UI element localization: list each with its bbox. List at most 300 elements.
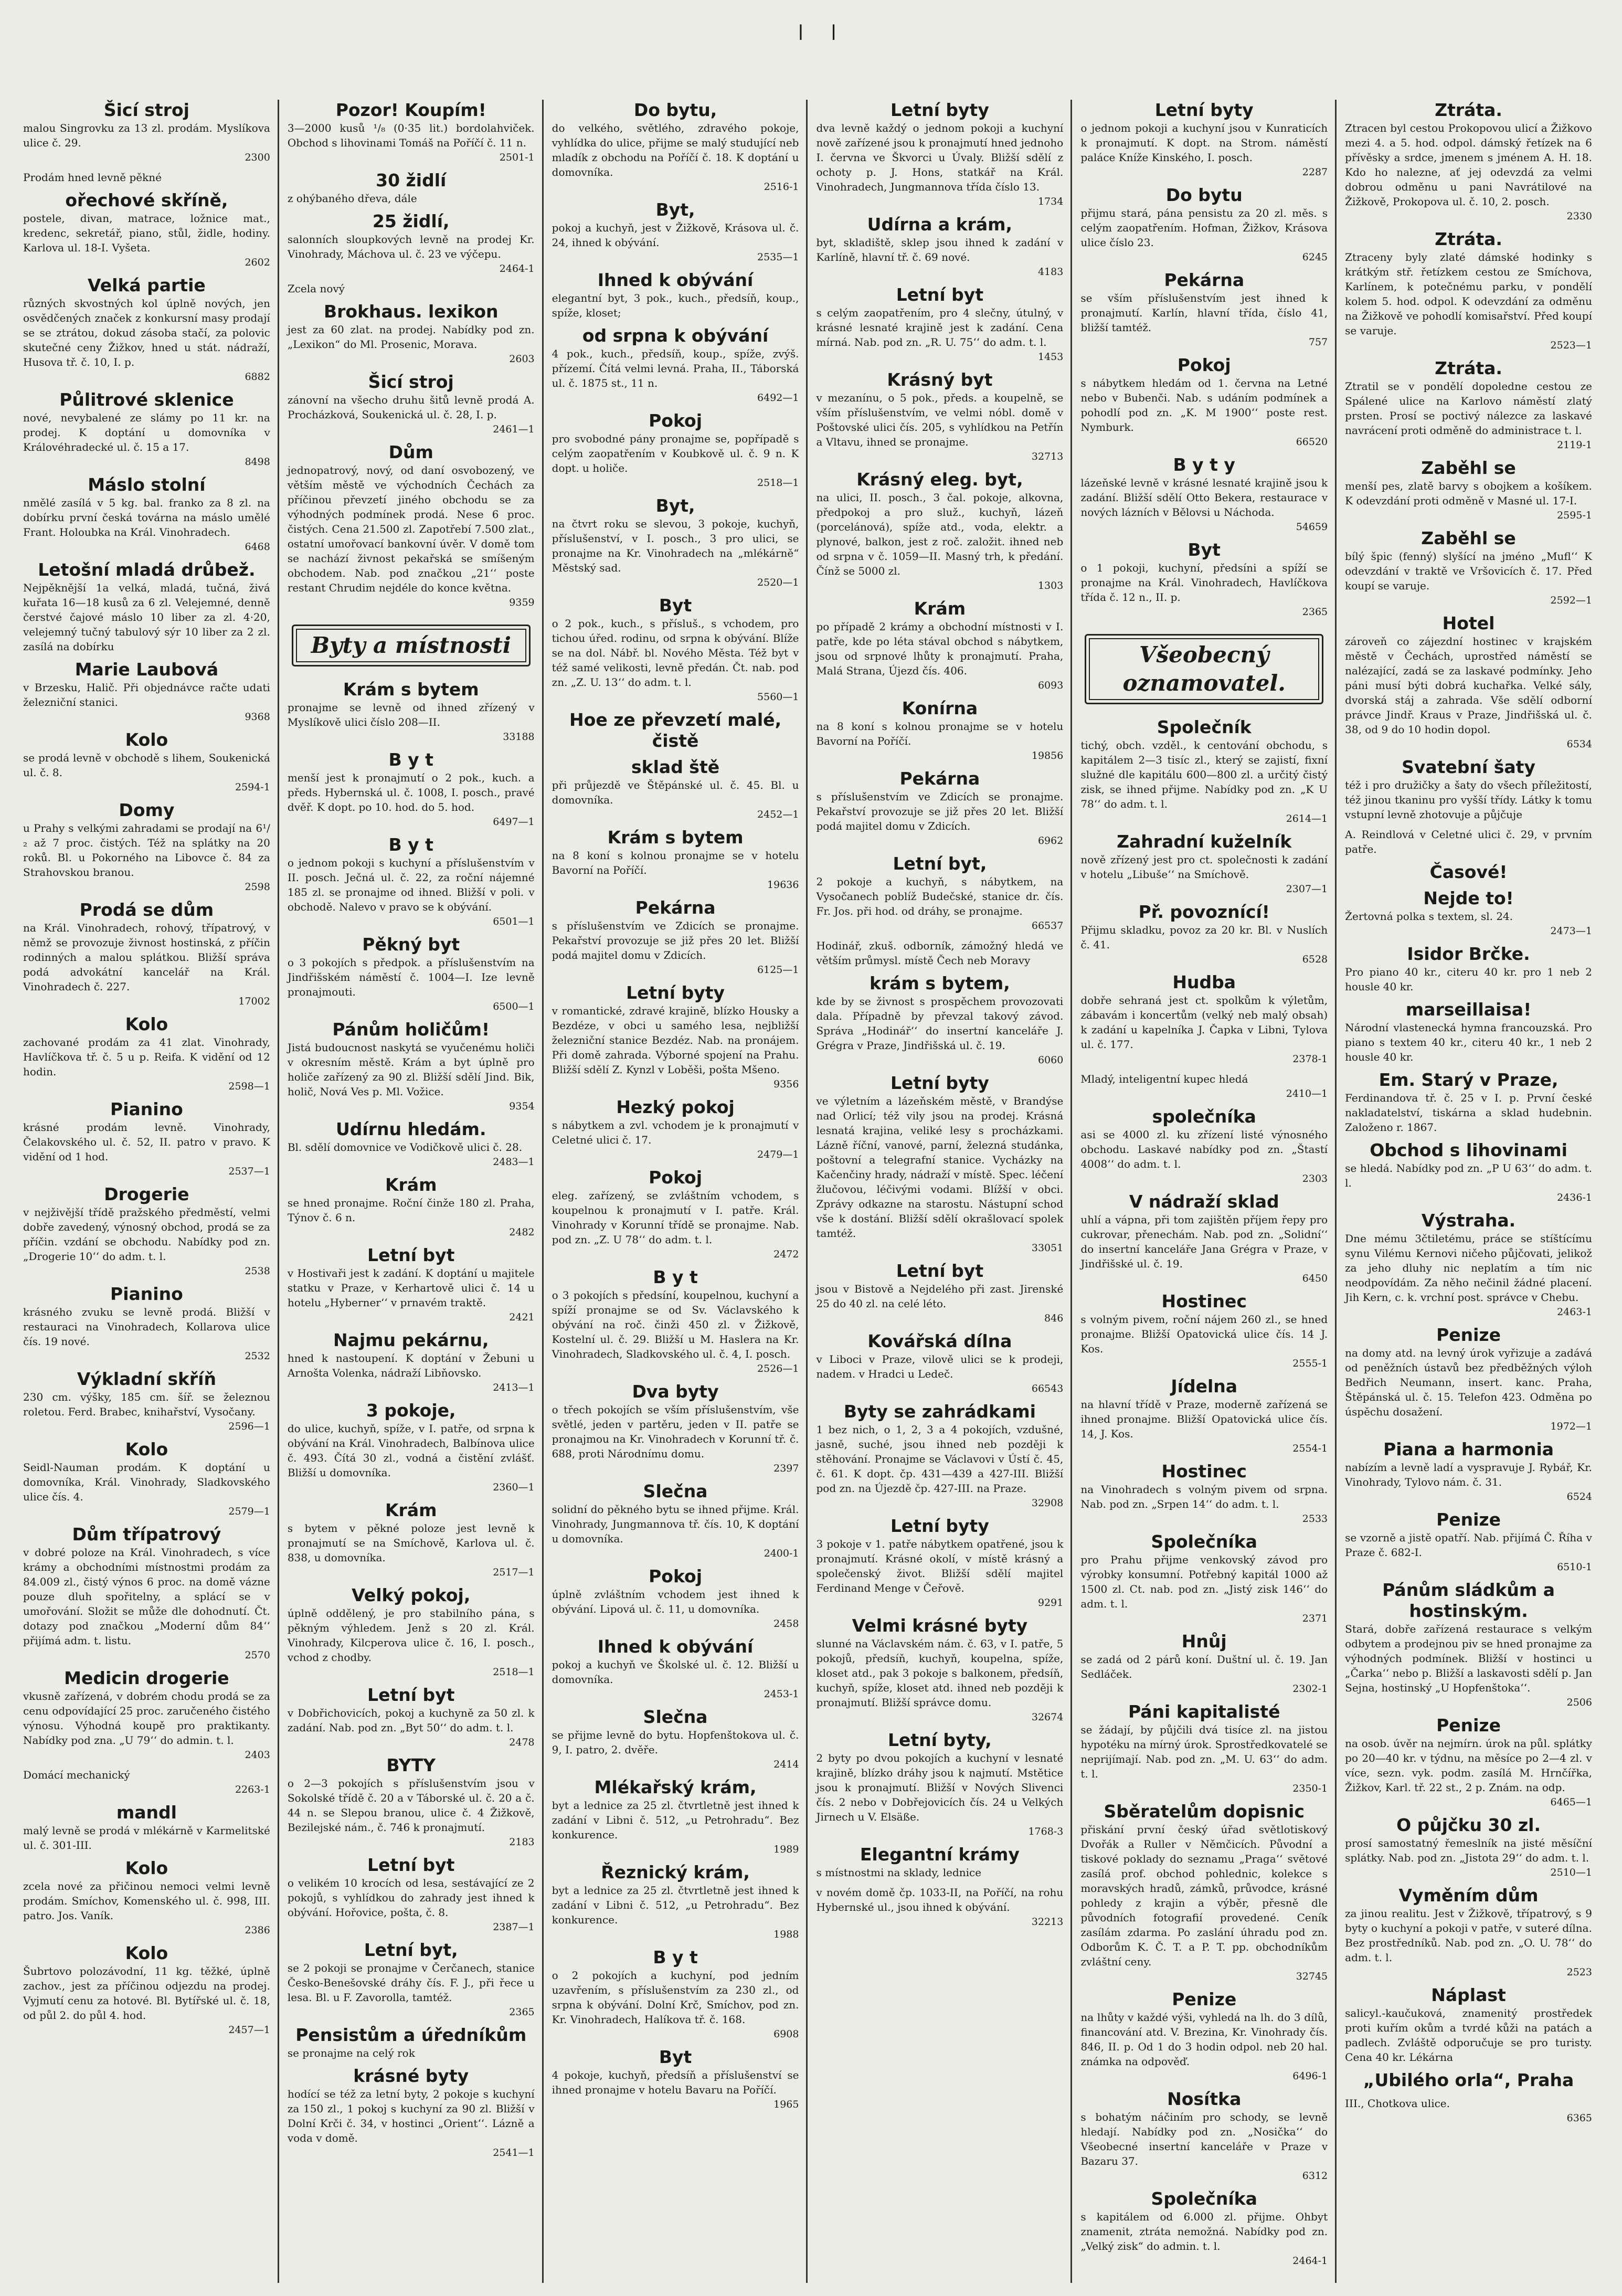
- ad-headline: Hnůj: [1181, 1631, 1227, 1652]
- ad-headline: Pánům holičům!: [332, 1019, 490, 1040]
- ad-text: se 2 pokoji se pronajme v Čerčanech, stanice Česko-Benešovské dráhy čís. F. J., při řece u lesa. Bl. u F. Zavorolla, tamtéž.: [287, 1962, 535, 2004]
- ad-number: 6465—1: [1550, 1796, 1592, 1808]
- classified-ad: [1080, 972, 1328, 1066]
- ad-headline: Hudba: [1172, 972, 1236, 992]
- ad-headline: Do bytu: [1165, 185, 1243, 205]
- ad-text: se pronajme na celý rok: [287, 2047, 415, 2059]
- ad-headline: 3 pokoje,: [366, 1400, 456, 1421]
- ad-number: 2464-1: [499, 263, 535, 274]
- ad-number: 2523—1: [1550, 340, 1592, 351]
- classified-ad: [1080, 1461, 1328, 1526]
- classified-ad: [552, 1167, 799, 1262]
- ad-text: hned k nastoupení. K doptání v Žebuni u Arnošta Volenka, nádraží Libňovsko.: [287, 1352, 535, 1379]
- ad-number: 6492—1: [757, 392, 799, 404]
- ad-text: v Liboci v Praze, vilově ulici se k prodeji, nadem. v Hradci u Ledeč.: [816, 1353, 1064, 1380]
- section-heading: Byty a místnosti: [292, 625, 531, 666]
- ad-text: Přijmu skladku, povoz za 20 kr. Bl. v Nuslích č. 41.: [1080, 924, 1328, 951]
- classified-ad: [23, 1768, 270, 1797]
- ad-headline: Piana a harmonia: [1383, 1439, 1554, 1459]
- classified-ad: [288, 1855, 535, 1934]
- ad-number: 6524: [1566, 1491, 1592, 1503]
- classified-ad: [552, 1097, 799, 1162]
- ad-headline: Isidor Brčke.: [1407, 944, 1530, 964]
- ad-number: 2533: [1302, 1513, 1328, 1525]
- ad-text: pro Prahu přijme venkovský závod pro výrobky konsumní. Potřebný kapitál 1000 až 1500 zl. Ct. nab. pod zn. „Jistý zisk 146ʻʻ do adm. t. l.: [1080, 1553, 1328, 1610]
- classified-ad: [1345, 827, 1592, 856]
- classified-ad: [552, 1862, 799, 1942]
- ad-text: úplně oddělený, je pro stabilního pána, s pěkným výhledem. Jenž s 20 zl. Král. Vinohrady, Kilcperova ulice č. 16, I. posch., vchod z chodby.: [287, 1607, 535, 1664]
- ad-text: na osob. úvěr na nejmírn. úrok na půl. splátky po 20—40 kr. v týdnu, na měsíce po 2—4 zl. v více, sezn. vyk. podm. zasílá M. Hrnčířka, Žižkov, Karl. tř. 22 st., 2 p. Znám. na odp.: [1345, 1737, 1592, 1794]
- ad-headline: Zaběhl se: [1421, 458, 1516, 478]
- ad-number: 6528: [1302, 954, 1328, 965]
- ad-text: 230 cm. výšky, 185 cm. šíř. se železnou roletou. Ferd. Brabec, knihařství, Vysočany.: [23, 1391, 270, 1418]
- ad-headline: Letní byt,: [893, 853, 987, 874]
- ad-headline: Hezký pokoj: [616, 1097, 735, 1117]
- ad-number: 2518—1: [757, 477, 799, 489]
- ad-headline: Letošní mladá drůbež.: [38, 559, 256, 580]
- ad-headline: Pozor! Koupím!: [335, 100, 486, 120]
- classified-ad: [288, 1119, 535, 1169]
- ad-text: o jednom pokoji s kuchyní a příslušenstvím v II. posch. Ječná ul. č. 22, za roční nájemné 185 zl. se pronajme od ihned. Bližší v poli. v obchodě. Nalevo v pravo se k obývání.: [287, 856, 535, 913]
- ad-headline: Pianino: [110, 1099, 183, 1119]
- classified-ad: [816, 598, 1063, 693]
- ad-text: v mezanínu, o 5 pok., předs. a koupelně, se vším příslušenstvím, ve velmi nóbl. domě v Poštovské ulici čís. 205, s vyhlídkou na Petřín a Vltavu, ihned se pronajme.: [816, 392, 1064, 448]
- ad-headline: Domy: [119, 800, 175, 820]
- ad-headline: Letní byt: [367, 1855, 455, 1875]
- ad-number: 2457—1: [228, 2024, 270, 2036]
- classified-ad: [552, 595, 799, 704]
- ad-text: s příslušenstvím ve Zdicích se pronajme. Pekařství provozuje se již přes 20 let. Bližší podá majitel domu v Zdicích.: [816, 790, 1064, 832]
- ad-number: 33051: [1031, 1242, 1064, 1254]
- classified-ad: [1345, 458, 1592, 523]
- ad-text: zachované prodám za 41 zlat. Vinohrady, Havlíčkova tř. č. 5 u p. Reifa. K vidění od 12 hodin.: [23, 1036, 270, 1078]
- ad-text: jednopatrový, nový, od daní osvobozený, ve větším městě ve východních Čechách za příčinou převzetí jiného obchodu se za výhodných podmínek prodá. Nese 6 proc. čistých. Cena 21.500 zl. Zapotřebí 7.500 zlat., ostatní umořovací bankovní úvěr. V domě tom se nachází živnost pekařská se smíšeným obchodem. Nab. pod značkou „21ʻʻ poste restant Chrudim nejdéle do konce května.: [287, 464, 535, 594]
- ad-number: 2554-1: [1292, 1443, 1328, 1454]
- classified-ad: [23, 389, 270, 469]
- ad-number: 2330: [1566, 210, 1592, 222]
- ad-number: 2537—1: [228, 1166, 270, 1177]
- ad-headline: Pekárna: [635, 897, 716, 918]
- ad-text: s kapitálem od 6.000 zl. přijme. Ohbyt znamenit, ztráta nemožná. Nabídky pod zn. „Velký zisk“ do admin. t. l.: [1080, 2210, 1328, 2252]
- ad-text: dva levně každý o jednom pokoji a kuchyní nově zařízené jsou k pronajmutí hned jednoho I. června ve Škvorci u Úvaly. Bližší sdělí z ochoty p. J. Hons, statkář na Král. Vinohradech, Jungmannova třída číslo 13.: [816, 122, 1064, 193]
- ad-number: 2516-1: [764, 181, 799, 193]
- ad-text: byt a lednice za 25 zl. čtvrtletně jest ihned k zadání v Libni č. 512, „u Petrohradu“. Bez konkurence.: [552, 1799, 799, 1841]
- ad-headline: Pokoj: [649, 1566, 703, 1586]
- ad-headline: Výkladní skříň: [77, 1369, 216, 1389]
- classified-ad: [1345, 100, 1592, 224]
- ad-number: 2526—1: [757, 1363, 799, 1374]
- classified-ad: [1345, 1325, 1592, 1434]
- ad-text: menší jest k pronajmutí o 2 pok., kuch. a předs. Hybernská ul. č. 1008, I. posch., pravé dvěř. K dopt. po 10. hod. do 5. hod.: [287, 771, 535, 813]
- ad-headline: Zahradní kuželník: [1117, 831, 1292, 852]
- ad-number: 33188: [503, 731, 535, 743]
- classified-ad: [288, 170, 535, 206]
- ad-number: 2535—1: [757, 251, 799, 263]
- ad-headline: Pianino: [110, 1284, 183, 1304]
- ad-text: byt, skladiště, sklep jsou ihned k zadání v Karlíně, hlavní tř. č. 69 nové.: [816, 236, 1064, 263]
- ad-headline: Řeznický krám,: [601, 1862, 750, 1882]
- ad-headline: Společníka: [1151, 2188, 1257, 2209]
- classified-ad: [552, 1566, 799, 1631]
- classified-ad: [23, 1943, 270, 2037]
- classified-ad: [1345, 1985, 1592, 2065]
- ad-text: Stará, dobře zařízená restaurace s velkým odbytem a prodejnou piv se hned pronajme za výhodných podmínek. Bližší v hostinci u „Čarkaʻʻ nebo p. Bližší a laskavosti sdělí p. Jan Sejna, hostinský „U Hopfenštokaʻʻ.: [1345, 1623, 1592, 1694]
- ad-number: 66543: [1031, 1383, 1064, 1394]
- ad-headline: Letní byt: [896, 1261, 984, 1281]
- ad-headline: Hostinec: [1161, 1461, 1247, 1482]
- ad-headline: Pánům sládkům a hostinským.: [1382, 1580, 1555, 1621]
- ad-text: o 3 pokojích s předpok. a příslušenstvím na Jindřišském náměstí č. 1004—I. Ize levně pronajmouti.: [287, 956, 535, 998]
- classified-ad: [1345, 944, 1592, 994]
- classified-ad: [552, 1777, 799, 1857]
- ad-headline: Pokoj: [649, 1167, 703, 1188]
- ad-headline: Letní byty: [890, 1516, 989, 1536]
- ad-headline: 30 židlí: [376, 170, 447, 191]
- classified-ad: [816, 1073, 1063, 1255]
- classified-ad: [816, 698, 1063, 763]
- classified-ad: [552, 270, 799, 320]
- classified-ad: [1080, 270, 1328, 350]
- ad-text: v novém domě čp. 1033-II, na Poříčí, na rohu Hybernské ul., jsou ihned k obývání.: [816, 1886, 1064, 1913]
- ad-number: 2414: [773, 1759, 799, 1770]
- ad-headline: Časové!: [1429, 862, 1508, 882]
- ad-text: zcela nové za přičinou nemoci velmi levně prodám. Smíchov, Komenského ul. č. 998, III. patro. Jos. Vaník.: [23, 1880, 270, 1922]
- ad-number: 6093: [1037, 680, 1064, 691]
- ad-text: též i pro družičky a šaty do všech příležitostí, též jinou tkaninu pro vyšší třídy. Látky k tomu vstupní levně zhotovuje a půjčuje: [1345, 779, 1592, 821]
- ad-text: krásného zvuku se levně prodá. Bližší v restauraci na Vinohradech, Kollarova ulice čís. 19 nové.: [23, 1306, 270, 1348]
- ad-text: Ztratil se v pondělí dopoledne cestou ze Spálené ulice na Karlovo náměstí zlatý prsten. Prosí se poctivý nálezce za laskavé navrácení proti odměně do administrace t. l.: [1345, 380, 1592, 437]
- ad-headline: Letní byty: [626, 982, 725, 1003]
- ad-text: přijmu stará, pána pensistu za 20 zl. měs. s celým zaopatřením. Hofman, Žižkov, Krásova ulice číslo 23.: [1080, 207, 1328, 249]
- ad-headline: B y t y: [1173, 454, 1235, 475]
- ad-headline: Penize: [1436, 1715, 1501, 1736]
- ad-text: se vším příslušenstvím jest ihned k pronajmutí. Karlín, hlavní třída, číslo 41, bližší tamtéž.: [1080, 292, 1328, 334]
- classified-ad: [288, 100, 535, 165]
- ad-number: 2463-1: [1557, 1306, 1592, 1318]
- ad-number: 2518—1: [493, 1666, 535, 1678]
- ad-text: asi se 4000 zl. ku zřízení listé výnosného obchodu. Laskavé nabídky pod zn. „Štastí 4008ʻʻ do adm. t. l.: [1080, 1128, 1328, 1170]
- classified-ad: [1345, 1815, 1592, 1880]
- ad-text: za jinou realitu. Jest v Žižkově, třípatrový, s 9 byty o kuchyní a pokoji v patře, v suteré dílna. Bez prostředníků. Nab. pod zn. „O. U. 78ʻʻ do adm. t. l.: [1345, 1907, 1592, 1964]
- ad-headline: Dva byty: [632, 1381, 719, 1402]
- ad-text: zároveň co zájezdní hostinec v krajském městě v Čechách, uprostřed náměstí se nalézající, zadá se za laskavé podmínky. Jeho páni musí býti dobrá kuchařka. Velké sály, dvorská stáj a zahrada. Vše sdělí odborní právce Jindř. Kraus v Praze, Jindřišská ul. č. 38, od 9 do 10 hodin dopol.: [1345, 635, 1592, 736]
- ad-number: 2410—1: [1286, 1088, 1328, 1099]
- ad-number: 2461—1: [493, 424, 535, 435]
- classified-ad: [288, 1585, 535, 1679]
- ad-text: menší pes, zlatě barvy s obojkem a košíkem. K odevzdání proti odměně v Masné ul. 17-I.: [1345, 480, 1592, 507]
- classified-ad: [288, 1330, 535, 1395]
- ad-text: o 3 pokojích s předsíní, koupelnou, kuchyní a spíží pronajme se od Sv. Václavského k obývání na roč. činži 450 zl. v Žižkově, Kostelní ul. č. 29. Bližší u M. Haslera na Kr. Vinohradech, Sladkovského ul. č. 4, I. posch.: [552, 1289, 799, 1360]
- ad-text: o 2 pokojích a kuchyní, pod jedním uzavřením, s příslušenstvím za 230 zl., od srpna k obývání. Dolní Krč, Smíchov, pod zn. Kr. Vinohradech, Halíkova tř. č. 168.: [552, 1969, 799, 2026]
- ad-number: 2307—1: [1286, 883, 1328, 895]
- ad-headline: Byty se zahrádkami: [843, 1401, 1036, 1422]
- ad-text: Hodinář, zkuš. odborník, zámožný hledá ve větším průmysl. místě Čech neb Moravy: [816, 939, 1064, 967]
- ad-text: po případě 2 krámy a obchodní místnosti v I. patře, kde po léta stával obchod s nábytkem, jsou od srpnové lhůty k pronajmutí. Praha, Malá Strana, Újezd čís. 406.: [816, 620, 1064, 677]
- ad-headline: Letní byt: [367, 1245, 455, 1265]
- ad-text: s celým zaopatřením, pro 4 slečny, útulný, v krásné lesnaté krajině jest k zadání. Cena mírná. Nab. pod zn. „R. U. 75ʻʻ do adm. t. l.: [816, 306, 1064, 348]
- classified-ad: [288, 372, 535, 437]
- ad-number: 32674: [1031, 1711, 1064, 1723]
- classified-ad: [1345, 2096, 1592, 2125]
- ad-headline: Pokoj: [649, 410, 703, 431]
- ad-headline: B y t: [653, 1267, 698, 1287]
- ad-number: 2598—1: [228, 1081, 270, 1092]
- ad-headline: O půjčku 30 zl.: [1396, 1815, 1541, 1835]
- ad-number: 2400-1: [764, 1548, 799, 1559]
- classified-ad: [288, 2066, 535, 2160]
- ad-number: 2263-1: [235, 1784, 270, 1795]
- ad-headline: V nádraží sklad: [1129, 1191, 1279, 1212]
- ad-headline: Letní byty,: [887, 1730, 992, 1750]
- ad-number: 1734: [1037, 196, 1064, 207]
- ad-headline: ořechové skříně,: [65, 190, 228, 210]
- ad-number: 6510-1: [1557, 1561, 1592, 1573]
- ad-headline: Krásný byt: [887, 369, 993, 390]
- ad-number: 2598: [245, 881, 270, 893]
- column-4: [813, 100, 1072, 2283]
- ad-headline: Penize: [1436, 1509, 1501, 1530]
- classified-ad: [23, 1668, 270, 1762]
- ad-number: 32213: [1031, 1916, 1064, 1928]
- ad-headline: B y t: [388, 749, 433, 770]
- classified-ad: [1080, 1701, 1328, 1796]
- ad-text: Pro piano 40 kr., citeru 40 kr. pro 1 neb 2 housle 40 kr.: [1345, 966, 1592, 993]
- classified-ad: [1080, 1801, 1328, 1984]
- ad-headline: Hotel: [1442, 613, 1495, 633]
- ad-number: 2592—1: [1550, 595, 1592, 606]
- ad-text: u Prahy s velkými zahradami se prodají na 6¹/₂ až 7 proc. čistých. Též na splátky na 20 roků. Bl. u Pokorného na Libovce č. 84 za Strahovskou branou.: [23, 822, 270, 879]
- ad-headline: Hostinec: [1161, 1291, 1247, 1311]
- classified-ad: [1345, 1140, 1592, 1205]
- ad-number: 2479—1: [757, 1149, 799, 1160]
- ad-text: 3—2000 kusů ¹/₈ (0·35 lit.) bordolahviček. Obchod s lihovinami Tomáš na Poříčí č. 11 n.: [287, 122, 535, 149]
- ad-headline: mandl: [116, 1802, 177, 1823]
- ad-number: 4183: [1037, 266, 1064, 278]
- classified-ad: [23, 1369, 270, 1434]
- classified-ad: [816, 938, 1063, 968]
- ad-number: 17002: [238, 996, 270, 1007]
- ad-number: 5560—1: [757, 691, 799, 703]
- ad-headline: Slečna: [643, 1481, 708, 1501]
- classified-ad: [1080, 1106, 1328, 1186]
- ad-text: o velikém 10 krocích od lesa, sestávající ze 2 pokojů, s vyhlídkou do zahrady jest ihned k obývání. Hořovice, pošta, č. 8.: [287, 1877, 535, 1919]
- classified-ad: [23, 1858, 270, 1938]
- ad-headline: Pensistům a úředníkům: [295, 2025, 527, 2045]
- ad-text: bílý špic (fenný) slyšící na jméno „Muflʻʻ K odevzdání v traktě ve Vršovicích č. 17. Před koupí se varuje.: [1345, 550, 1592, 592]
- ad-number: 9368: [245, 711, 270, 723]
- ad-number: 2520—1: [757, 577, 799, 588]
- ad-text: se žádají, by půjčili dvá tisíce zl. na jistou hypotéku na mírný úrok. Sprostředkovatelé se neprijímají. Nab. pod zn. „M. U. 63ʻʻ do adm. t. l.: [1080, 1723, 1328, 1780]
- classified-ad: [288, 301, 535, 366]
- classified-ad: [23, 100, 270, 165]
- ad-text: různých skvostných kol úplně nových, jen osvědčených značek z konkursní masy prodají se se ztrátou, dokud zásoba stačí, za polovic skutečné ceny Žižkov, hned u stát. nádraží, Husova tř. č. 10, I. p.: [23, 297, 270, 368]
- ad-headline: Dům třípatrový: [72, 1524, 221, 1544]
- ad-headline: Kolo: [125, 1014, 168, 1034]
- classified-ad: [552, 982, 799, 1092]
- ad-text: jsou v Bistově a Nejdelého při zast. Jirenské 25 do 40 zl. na celé léto.: [816, 1283, 1064, 1310]
- ad-text: III., Chotkova ulice.: [1345, 2097, 1450, 2110]
- ad-headline: Nejde to!: [1423, 888, 1514, 908]
- classified-ad: [1345, 229, 1592, 353]
- ad-number: 2596—1: [228, 1421, 270, 1432]
- ad-headline: Byt,: [655, 495, 695, 516]
- classified-ad: [1080, 1191, 1328, 1286]
- ad-number: 2603: [509, 353, 535, 365]
- ad-number: 2302-1: [1292, 1683, 1328, 1695]
- ad-text: Dne mému 3čtiletému, práce se stíštícímu synu Vilému Kernovi ničeho půjčovati, jelikož za jeho dluhy nic neplatím a tím nic neodpovídám. Za něho nečinil žádné placení. Jih Kern, c. k. vrchní post. správce v Chebu.: [1345, 1232, 1592, 1304]
- ad-number: 757: [1308, 336, 1328, 348]
- ad-number: 54659: [1296, 521, 1328, 533]
- ad-number: 6496-1: [1292, 2070, 1328, 2082]
- ad-number: 2595-1: [1557, 510, 1592, 521]
- top-registration-marks: ǀ ǀ: [798, 21, 837, 45]
- classified-ad: [23, 900, 270, 1009]
- classified-ad: [1080, 355, 1328, 449]
- ad-number: 2594-1: [235, 781, 270, 793]
- classified-ad: [1345, 1070, 1592, 1135]
- classified-ad: [23, 1284, 270, 1363]
- classified-ad: [816, 214, 1063, 279]
- ad-text: Ztracen byl cestou Prokopovou ulicí a Žižkovo mezi 4. a 5. hod. odpol. dámský řetízek na 6 přívěsky a srdce, jmenem s jménem A. H. 18. Kdo ho nalezne, ať jej odevzdá za velmi dobrou odměnu u pani Navrátilové na Žižkově, Prokopova ul. č. 10, 2. posch.: [1345, 122, 1592, 208]
- classified-ad: [1345, 1210, 1592, 1319]
- ad-text: nové, nevybalené ze slámy po 11 kr. na prodej. K doptání u domovníka v Královéhradecké ul. č. 15 a 17.: [23, 411, 270, 453]
- ad-text: na čtvrt roku se slevou, 3 pokoje, kuchyň, příslušenství, v I. posch., 3 pro ulici, se pronajme na Kr. Vinohradech na „mlékárně“ Městský sad.: [552, 517, 799, 574]
- ad-number: 1453: [1037, 351, 1064, 363]
- classified-ad: [816, 1844, 1063, 1880]
- ad-headline: Letní byty: [890, 1073, 989, 1093]
- classified-ad: [1080, 185, 1328, 264]
- ad-number: 2452—1: [757, 809, 799, 820]
- ad-number: 6908: [773, 2028, 799, 2040]
- classified-ad: [23, 1099, 270, 1179]
- ad-headline: Medicin drogerie: [64, 1668, 229, 1688]
- ad-headline: Krám: [914, 598, 966, 619]
- ad-text: krásné prodám levně. Vinohrady, Čelakovského ul. č. 52, II. patro v pravo. K vidění od 1 hod.: [23, 1121, 270, 1163]
- classified-ad: [288, 211, 535, 276]
- classified-ad: [1080, 717, 1328, 826]
- ad-number: 2579—1: [228, 1506, 270, 1517]
- classified-ad: [23, 1184, 270, 1278]
- ad-headline: Marie Laubová: [75, 659, 219, 680]
- classified-ad: [1345, 757, 1592, 822]
- ad-text: 1 bez nich, o 1, 2, 3 a 4 pokojích, vzdušné, jasně, suché, jsou ihned neb později k stěhování. Pronajme se Václavovi v Ústí č. 45, č. 61. K dopt. čp. 431—439 a 427-III. Bližší pod zn. na Újezdě čp. 427-III. na Praze.: [816, 1423, 1064, 1495]
- ad-headline: Drogerie: [104, 1184, 189, 1204]
- classified-ad: [23, 659, 270, 724]
- ad-headline: Penize: [1172, 1989, 1237, 2009]
- classified-ad: [1080, 1531, 1328, 1626]
- ad-text: slunné na Václavském nám. č. 63, v I. patře, 5 pokojů, předsíň, kuchyň, koupelna, spíže, kloset atd., pak 3 pokoje s balkonem, předsíň, kuchyň, spíže, kloset atd. ihned neb později k pronajmutí. Bližší správce domu.: [816, 1637, 1064, 1709]
- classified-ad: [816, 1401, 1063, 1510]
- ad-number: 1989: [773, 1844, 799, 1855]
- ad-text: na Vinohradech s volným pivem od srpna. Nab. pod zn. „Srpen 14ʻʻ do adm. t. l.: [1080, 1483, 1328, 1510]
- ad-number: 2183: [509, 1836, 535, 1848]
- ad-text: Prodám hned levně pěkné: [23, 171, 162, 184]
- ad-headline: Obchod s lihovinami: [1370, 1140, 1567, 1160]
- classified-ad: [552, 710, 799, 752]
- ad-headline: Pekárna: [899, 768, 980, 789]
- ad-text: se hledá. Nabídky pod zn. „P U 63ʻʻ do adm. t. l.: [1345, 1162, 1592, 1189]
- ad-headline: Jídelna: [1171, 1376, 1238, 1396]
- classified-ad: [552, 495, 799, 590]
- ad-text: na Král. Vinohradech, rohový, třípatrový, v němž se provozuje živnost hostinská, z příčin rodinných a malou splátkou. Bližší správa podá advokátní kancelář na Král. Vinohradech č. 227.: [23, 922, 270, 993]
- ad-number: 6125—1: [757, 964, 799, 976]
- classified-ad: [288, 1019, 535, 1114]
- ad-number: 2506: [1566, 1697, 1592, 1708]
- classified-ad: [552, 1481, 799, 1561]
- column-1: [20, 100, 279, 2283]
- ad-headline: Krám: [385, 1500, 437, 1520]
- ad-text: na ulici, II. posch., 3 čal. pokoje, alkovna, předpokoj a pro služ., kuchyň, lázeň (porcelánová), spíže atd., voda, elektr. a plynové, balkon, jest z roč. založit. ihned neb od srpna v č. 1059—II. Masný trh, k předání. Čínž se 5000 zl.: [816, 491, 1064, 577]
- ad-text: Zcela nový: [287, 282, 345, 295]
- ad-headline: Letní byty: [890, 100, 989, 120]
- ad-text: s volným pivem, roční nájem 260 zl., se hned pronajme. Bližší Opatovická ulice čís. 14 J. Kos.: [1080, 1313, 1328, 1355]
- classified-ad: [288, 1685, 535, 1750]
- ad-number: 2119-1: [1557, 439, 1592, 451]
- ad-number: 2478: [509, 1737, 535, 1748]
- ad-headline: Zaběhl se: [1421, 528, 1516, 548]
- ad-headline: Letní byt: [896, 284, 984, 305]
- ad-number: 2483—1: [493, 1156, 535, 1168]
- ad-headline: Dům: [388, 442, 433, 462]
- classified-ad: [552, 1381, 799, 1476]
- classified-ad: [816, 284, 1063, 364]
- ad-text: ve výletním a lázeňském městě, v Brandýse nad Orlicí; též vily jsou na prodej. Krásná lesnatá krajina, veliké lesy s procházkami. Lázně říční, vanové, parní, železná studánka, poštovní a telegrafní stanice. Vycházky na Kačenčiny hrady, nádraží v místě. Spec. léčení žlučovou, léčivými vodami. Blížší v obci. Zprávy odkazne na starostu. Nástupní schod vše k dostání. Bližší sdělí okrašlovací spolek tamtéž.: [816, 1095, 1064, 1240]
- ad-text: eleg. zařízený, se zvláštním vchodem, s koupelnou k pronajmutí v I. patře. Král. Vinohrady v Korunní třídě se pronajme. Nab. pod zn. „Z. U 78ʻʻ do adm. t. l.: [552, 1189, 799, 1246]
- ad-text: A. Reindlová v Celetné ulici č. 29, v prvním patře.: [1345, 828, 1592, 855]
- classified-ad: [1080, 1376, 1328, 1456]
- classified-ad: [288, 1175, 535, 1240]
- ad-number: 19856: [1031, 750, 1064, 761]
- ad-text: Nejpěknější 1a velká, mladá, tučná, živá kuřata 16—18 kusů za 6 zl. Velejemné, denně čerstvé čajové máslo 10 liber za zl. 4·20, velejemný tučný tabulový sýr 10 liber za 2 zl. zasílá na dobírku: [23, 581, 270, 653]
- ad-headline: Velká partie: [88, 275, 206, 295]
- column-3: [549, 100, 808, 2283]
- classified-ad: [816, 1730, 1063, 1839]
- ad-number: 1965: [773, 2099, 799, 2110]
- ad-headline: Kolo: [125, 729, 168, 750]
- classified-ad: [552, 757, 799, 822]
- ad-text: malou Singrovku za 13 zl. prodám. Myslíkova ulice č. 29.: [23, 122, 270, 149]
- ad-headline: Penize: [1436, 1325, 1501, 1345]
- classified-ad: [23, 170, 270, 185]
- ad-text: o 2 pok., kuch., s přísluš., s vchodem, pro tichou úřed. rodinu, od srpna k obývání. Blíže se na dol. Nábř. bl. Nového Města. Též byt v též samé velikosti, levně předán. Čt. nab. pod zn. „Z. U. 13ʻʻ do adm. t. l.: [552, 617, 799, 689]
- ad-number: 9291: [1037, 1597, 1064, 1609]
- ad-text: byt a lednice za 25 zl. čtvrtletně jest ihned k zadání v Libni č. 512, „u Petrohradu“. Bez konkurence.: [552, 1884, 799, 1926]
- classified-ad: [288, 1245, 535, 1325]
- ad-text: 4 pokoje, kuchyň, předsíň a příslušenství se ihned pronajme v hotelu Bavaru na Poříčí.: [552, 2069, 799, 2096]
- classified-ad: [1345, 1439, 1592, 1504]
- ad-headline: Šicí stroj: [368, 372, 454, 392]
- ad-number: 1303: [1037, 580, 1064, 591]
- classified-ad: [23, 800, 270, 894]
- ad-text: v romantické, zdravé krajině, blízko Housky a Bezdéze, v obci u samého lesa, nejbližší železniční stanice Bezdéz. Nab. na pronájem. Při domě zahrada. Výborné spojení na Prahu. Bližší sdělí Z. Kynzl v Loběši, pošta Mšeno.: [552, 1004, 799, 1076]
- classified-ad: [552, 1947, 799, 2041]
- classified-ad: [23, 474, 270, 554]
- classified-ad: [816, 973, 1063, 1067]
- ad-text: hodící se též za letní byty, 2 pokoje s kuchyní za 150 zl., 1 pokoj s kuchyní za 90 zl. Bližší v Dolní Krči č. 34, v hostinci „Orientʻʻ. Lázně a voda v domě.: [287, 2088, 535, 2144]
- ad-text: Domácí mechanický: [23, 1769, 130, 1781]
- ad-text: se přijme levně do bytu. Hopfenštokova ul. č. 9, I. patro, 2. dvěře.: [552, 1729, 799, 1756]
- classified-ad: [23, 1014, 270, 1094]
- ad-number: 32745: [1296, 1971, 1328, 1982]
- ad-headline: Udírnu hledám.: [336, 1119, 486, 1139]
- classified-ad: [552, 1707, 799, 1772]
- ad-headline: Slečna: [643, 1707, 708, 1727]
- ad-headline: Krám s bytem: [343, 679, 479, 700]
- ad-headline: Konírna: [902, 698, 978, 718]
- ad-text: o 2—3 pokojích s příslušenstvím jsou v Sokolské třídě č. 20 a v Táborské ul. č. 20 a č. 44 n. se Slepou branou, ulice č. 4 Žižkově, Bezilejské nám., č. 746 k pronajmutí.: [287, 1777, 535, 1834]
- ad-headline: Velký pokoj,: [352, 1585, 471, 1605]
- ad-number: 2303: [1302, 1173, 1328, 1184]
